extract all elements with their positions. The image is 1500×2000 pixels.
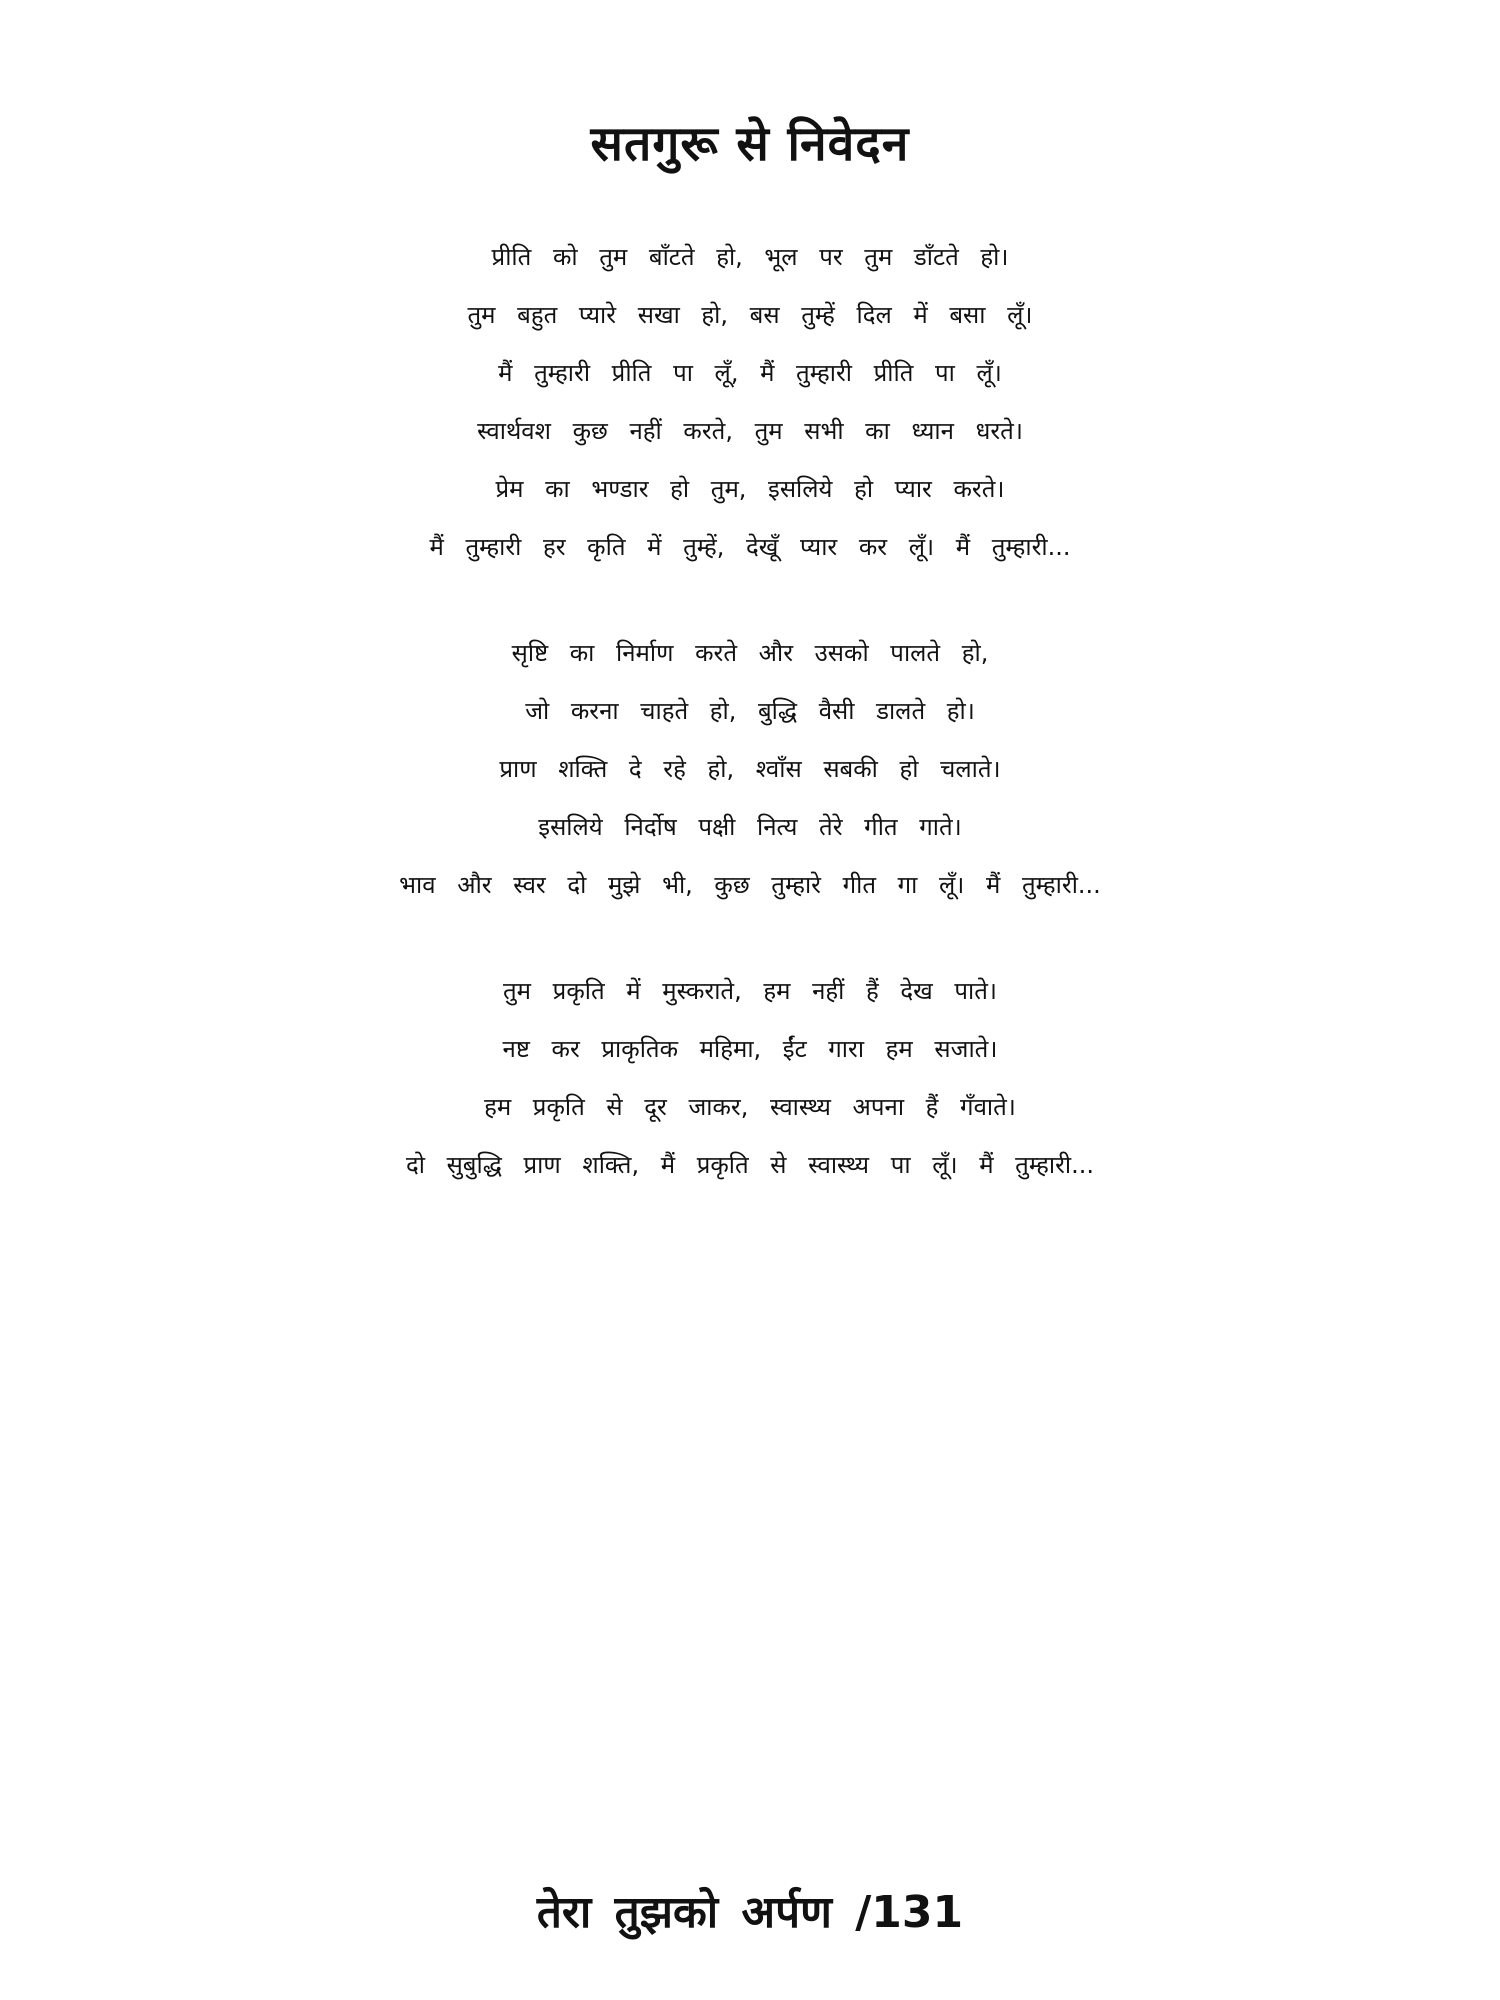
verse-line: दो सुबुद्धि प्राण शक्ति, मैं प्रकृति से स्वास्थ्य पा लूँ। मैं तुम्हारी... bbox=[405, 1151, 1094, 1179]
verse-line: मैं तुम्हारी हर कृति में तुम्हें, देखूँ प्यार कर लूँ। मैं तुम्हारी... bbox=[429, 533, 1071, 561]
page-footer: तेरा तुझको अर्पण /131 bbox=[536, 1887, 964, 1938]
verse-line: इसलिये निर्दोष पक्षी नित्य तेरे गीत गाते। bbox=[538, 813, 962, 841]
verse-line: तुम प्रकृति में मुस्कराते, हम नहीं हैं देख पाते। bbox=[503, 977, 997, 1005]
verse-line: हम प्रकृति से दूर जाकर, स्वास्थ्य अपना हैं गँवाते। bbox=[484, 1093, 1016, 1121]
verse-line: भाव और स्वर दो मुझे भी, कुछ तुम्हारे गीत गा लूँ। मैं तुम्हारी... bbox=[399, 871, 1101, 899]
verse-line: सृष्टि का निर्माण करते और उसको पालते हो, bbox=[511, 639, 989, 667]
verse-line: जो करना चाहते हो, बुद्धि वैसी डालते हो। bbox=[525, 697, 975, 725]
verse-line: प्रेम का भण्डार हो तुम, इसलिये हो प्यार करते। bbox=[495, 475, 1005, 503]
verse-line: मैं तुम्हारी प्रीति पा लूँ, मैं तुम्हारी प्रीति पा लूँ। bbox=[498, 359, 1002, 387]
stanza-1 bbox=[0, 228, 1500, 576]
verse-line: नष्ट कर प्राकृतिक महिमा, ईंट गारा हम सजाते। bbox=[502, 1035, 998, 1063]
verse-line: तुम बहुत प्यारे सखा हो, बस तुम्हें दिल में बसा लूँ। bbox=[467, 301, 1033, 329]
verse-line: प्रीति को तुम बाँटते हो, भूल पर तुम डाँटते हो। bbox=[491, 243, 1009, 271]
stanza-3 bbox=[0, 962, 1500, 1194]
verse-line: स्वार्थवश कुछ नहीं करते, तुम सभी का ध्यान धरते। bbox=[477, 417, 1023, 445]
stanza-2 bbox=[0, 624, 1500, 914]
verse-line: प्राण शक्ति दे रहे हो, श्वाँस सबकी हो चलाते। bbox=[499, 755, 1001, 783]
page-title: सतगुरू से निवेदन bbox=[590, 116, 910, 172]
